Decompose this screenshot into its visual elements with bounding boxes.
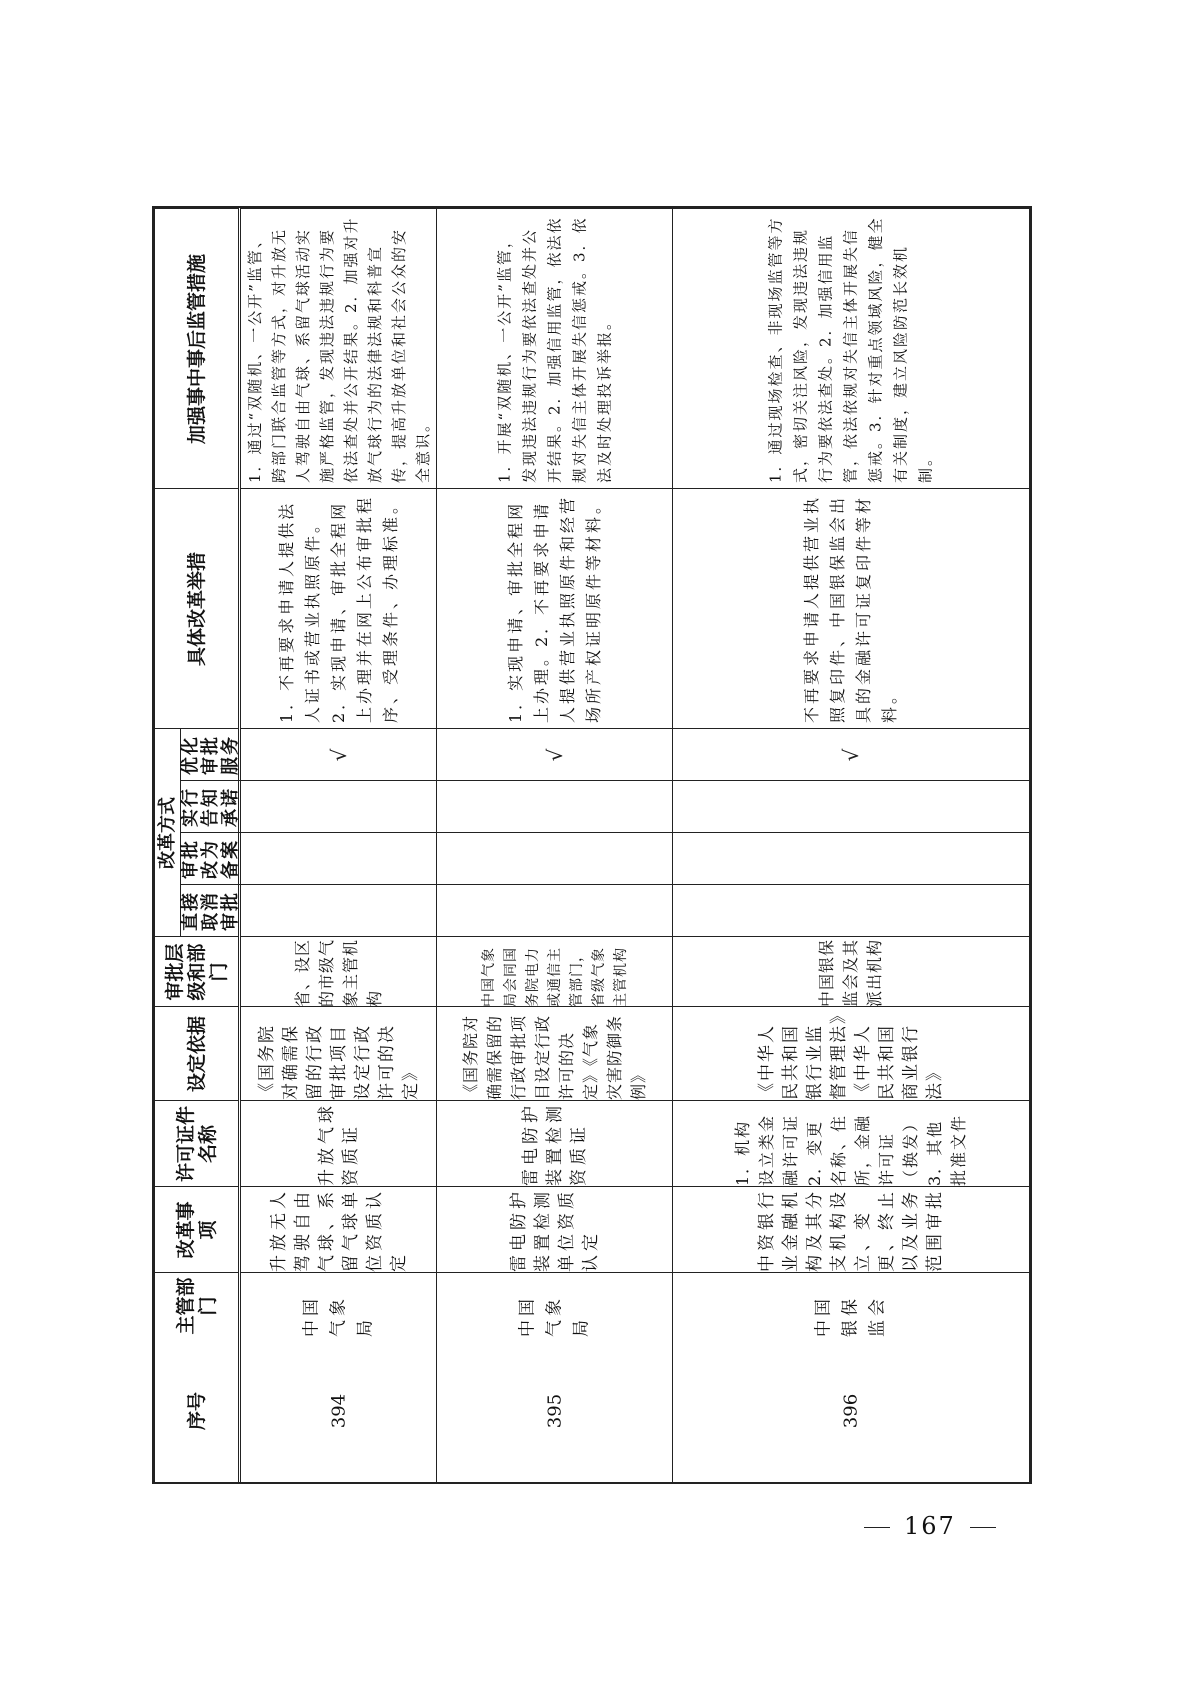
header-basis xyxy=(155,1006,238,1100)
supervision-cell xyxy=(241,208,436,488)
dash-right xyxy=(970,1527,996,1528)
basis-cell xyxy=(673,1006,1029,1100)
supervision-value: 1．开展“双随机、一公开”监管，发现违法违规行为要依法查处并公开结果。2．加强信用监管，依法依规对失信主体开展失信惩戒。3．依法及时处理投诉举报。 xyxy=(495,215,613,483)
dept-cell xyxy=(673,1272,1029,1338)
supervision-cell xyxy=(437,208,672,488)
dash-left xyxy=(864,1527,890,1528)
seq-cell xyxy=(673,1338,1029,1484)
level-value: 省、设区的市级气象主管机构 xyxy=(292,938,384,1007)
header-measures-label: 具体改革举措 xyxy=(185,551,208,666)
page-number xyxy=(850,1512,1010,1540)
header-measures xyxy=(155,488,238,728)
header-band xyxy=(155,208,241,1482)
license-value: 雷电防护装置检测资质证 xyxy=(520,1101,589,1186)
header-basis-label: 设定依据 xyxy=(185,1015,208,1092)
table-row xyxy=(437,208,673,1482)
item-value: 雷电防护装置检测单位资质认定 xyxy=(508,1187,601,1272)
measures-value: 1．实现申请、审批全程网上办理。2．不再要求申请人提供营业执照原件和经营场所产权证明原件等材料。 xyxy=(505,494,603,723)
header-reform-mode-label: 改革方式 xyxy=(156,797,178,869)
header-dept xyxy=(155,1272,238,1338)
measures-cell xyxy=(673,488,1029,728)
item-cell xyxy=(241,1186,436,1272)
item-cell xyxy=(673,1186,1029,1272)
header-license-label: 许可证件名称 xyxy=(174,1105,219,1182)
dept-cell xyxy=(241,1272,436,1338)
license-value: 升放气球资质证 xyxy=(316,1101,361,1186)
basis-cell xyxy=(437,1006,672,1100)
mode-optimize-cell xyxy=(437,728,672,780)
mode-cancel-cell xyxy=(241,884,436,936)
item-cell xyxy=(437,1186,672,1272)
page-number-value: 167 xyxy=(904,1512,956,1540)
header-mode-cancel: 直接取消审批 xyxy=(180,891,241,931)
header-mode-optimize: 优化审批服务 xyxy=(180,734,241,775)
check-mark-icon: √ xyxy=(326,748,351,761)
seq-value: 394 xyxy=(328,1393,349,1429)
license-cell xyxy=(437,1100,672,1186)
mode-optimize-cell xyxy=(241,728,436,780)
check-mark-icon: √ xyxy=(839,748,863,761)
regulation-table xyxy=(152,206,1032,1484)
header-level xyxy=(155,936,238,1006)
header-level-label: 审批层级和部门 xyxy=(163,943,230,1001)
dept-value: 中国银保监会 xyxy=(813,1294,888,1337)
seq-cell xyxy=(437,1338,672,1484)
seq-cell xyxy=(241,1338,436,1484)
level-value: 中国银保监会及其派出机构 xyxy=(817,938,884,1007)
basis-value: 《国务院对确需保留的行政审批项目设定行政许可的决定》 xyxy=(256,1023,421,1100)
header-dept-label: 主管部门 xyxy=(174,1277,219,1335)
dept-value: 中国气象局 xyxy=(517,1294,591,1337)
header-seq-label: 序号 xyxy=(185,1392,208,1431)
basis-value: 《中华人民共和国银行业监督管理法》《中华人民共和国商业银行法》 xyxy=(757,1013,945,1100)
supervision-value: 1．通过“双随机、一公开”监管、跨部门联合监管等方式，对升放无人驾驶自由气球、系留气球活动实施严格监管，发现违法违规行为要依法查处并公开结果。2．加强对升放气球行为的法律法规和科普宣传，提高升放单位和社会公众的安全意识。 xyxy=(245,215,432,483)
basis-value: 《国务院对确需保留的行政审批项目设定行政许可的决定》《气象灾害防御条例》 xyxy=(460,1014,648,1100)
level-cell xyxy=(437,936,672,1006)
header-seq xyxy=(155,1338,238,1484)
measures-value: 1．不再要求申请人提供法人证书或营业执照原件。2．实现申请、审批全程网上办理并在网上公布审批程序、受理条件、办理标准。 xyxy=(276,494,400,723)
measures-cell xyxy=(241,488,436,728)
seq-value: 395 xyxy=(544,1393,565,1429)
mode-record-cell xyxy=(241,832,436,884)
license-cell xyxy=(241,1100,436,1186)
mode-notify-cell xyxy=(241,780,436,832)
supervision-cell xyxy=(673,208,1029,488)
measures-cell xyxy=(437,488,672,728)
license-value: 1．机构设立类金融许可证 2．变更名称、住所，金融许可证（换发） 3．其他批准文件 xyxy=(733,1113,968,1186)
mode-record-cell xyxy=(673,832,1029,884)
basis-cell xyxy=(241,1006,436,1100)
header-item-label: 改革事项 xyxy=(174,1201,219,1259)
supervision-value: 1．通过现场检查、非现场监管等方式，密切关注风险，发现违法违规行为要依法查处。2．加强信用监管，依法依规对失信主体开展失信惩戒。3．针对重点领域风险，健全有关制度，建立风险防范长效机制。 xyxy=(766,215,935,483)
header-mode-record: 审批改为备案 xyxy=(180,838,241,879)
license-cell xyxy=(673,1100,1029,1186)
mode-cancel-cell xyxy=(673,884,1029,936)
header-item xyxy=(155,1186,238,1272)
dept-value: 中国气象局 xyxy=(301,1294,375,1337)
measures-value: 不再要求申请人提供营业执照复印件、中国银保监会出具的金融许可证复印件等材料。 xyxy=(802,494,899,723)
header-supervision-label: 加强事中事后监管措施 xyxy=(185,253,208,444)
table-row xyxy=(241,208,437,1482)
header-supervision xyxy=(155,208,238,488)
level-cell xyxy=(673,936,1029,1006)
item-value: 中资银行业金融机构及其分支机构设立、变更、终止以及业务范围审批 xyxy=(757,1187,945,1272)
mode-notify-cell xyxy=(437,780,672,832)
level-value: 中国气象局会同国务院电力或通信主管部门，省级气象主管机构 xyxy=(480,946,629,1007)
mode-cancel-cell xyxy=(437,884,672,936)
header-mode-notify: 实行告知承诺 xyxy=(180,786,241,827)
mode-record-cell xyxy=(437,832,672,884)
table-row xyxy=(673,208,1029,1482)
mode-optimize-cell xyxy=(673,728,1029,780)
dept-cell xyxy=(437,1272,672,1338)
mode-notify-cell xyxy=(673,780,1029,832)
check-mark-icon: √ xyxy=(542,748,567,761)
header-reform-mode xyxy=(155,728,241,936)
seq-value: 396 xyxy=(840,1393,862,1429)
item-value: 升放无人驾驶自由气球、系留气球单位资质认定 xyxy=(268,1187,409,1272)
level-cell xyxy=(241,936,436,1006)
header-license xyxy=(155,1100,238,1186)
